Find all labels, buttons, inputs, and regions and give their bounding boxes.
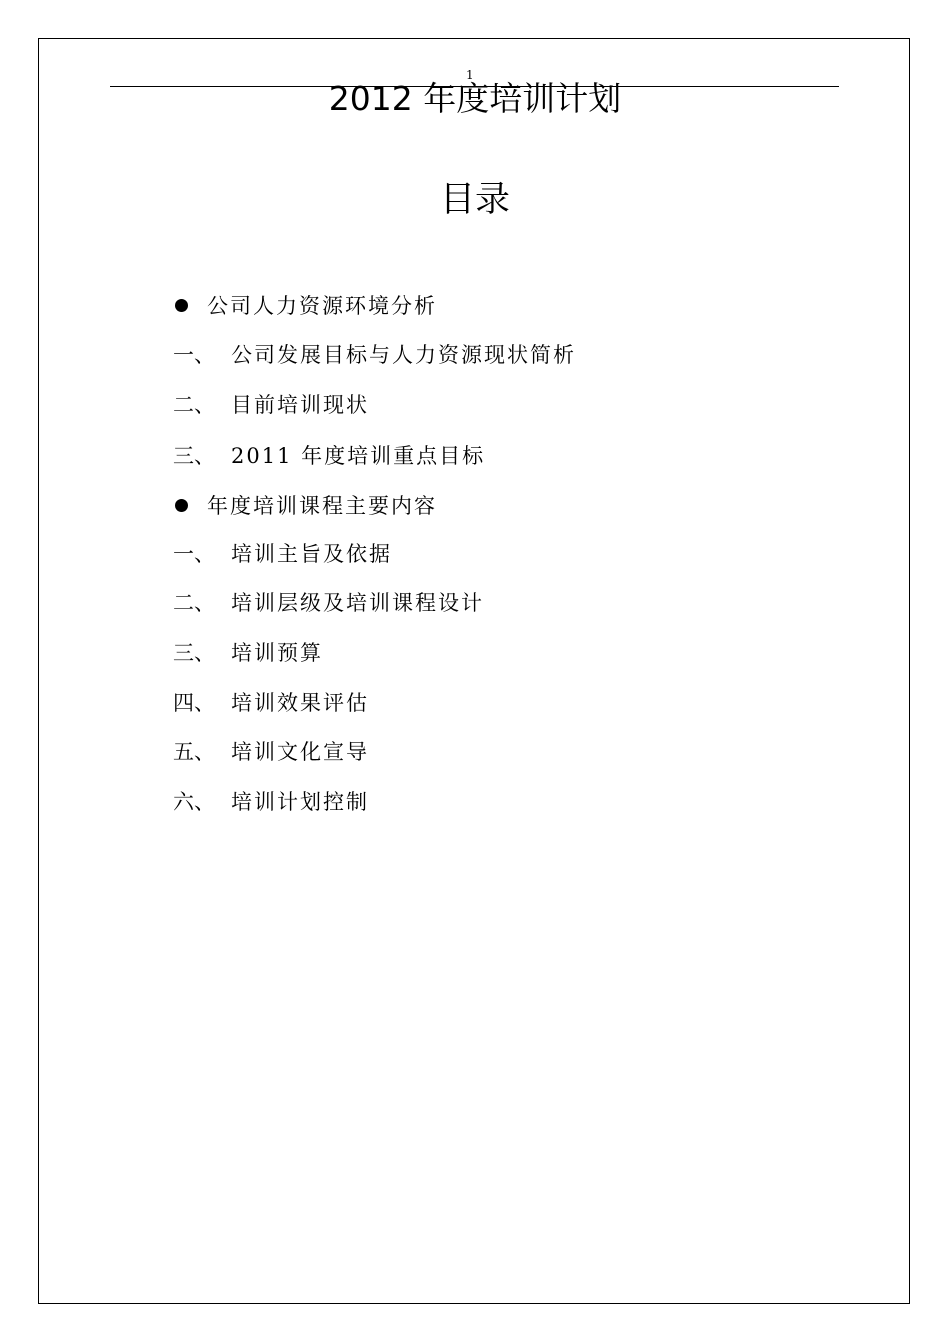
toc-item-text: 公司人力资源环境分析 bbox=[207, 294, 437, 318]
toc-item-number: 六、 bbox=[173, 790, 215, 814]
toc-item-effect-evaluation bbox=[173, 687, 369, 719]
toc-item-text: 培训文化宣导 bbox=[231, 740, 369, 764]
toc-item-text: 2011 年度培训重点目标 bbox=[231, 444, 486, 468]
toc-item-training-budget bbox=[173, 637, 323, 669]
toc-item-number: 一、 bbox=[173, 343, 215, 367]
toc-item-number: 二、 bbox=[173, 393, 215, 417]
toc-item-number: 二、 bbox=[173, 591, 215, 615]
toc-item-text: 培训预算 bbox=[231, 641, 323, 665]
toc-item-text: 公司发展目标与人力资源现状简析 bbox=[231, 343, 576, 367]
toc-item-number: 四、 bbox=[173, 691, 215, 715]
toc-heading: 目录 bbox=[439, 180, 510, 220]
toc-item-culture-promotion bbox=[173, 736, 369, 768]
toc-item-number: 三、 bbox=[173, 641, 215, 665]
toc-section-course-content bbox=[173, 490, 437, 522]
document-title: 2012 年度培训计划 bbox=[328, 79, 622, 118]
toc-item-text: 培训计划控制 bbox=[231, 790, 369, 814]
toc-item-number: 五、 bbox=[173, 740, 215, 764]
toc-item-current-training bbox=[173, 389, 369, 421]
toc-item-plan-control bbox=[173, 786, 369, 818]
toc-item-2011-key-goals bbox=[173, 440, 485, 472]
toc-item-text: 培训主旨及依据 bbox=[231, 542, 392, 566]
toc-item-training-purpose bbox=[173, 538, 392, 570]
toc-item-development-goals bbox=[173, 339, 576, 371]
toc-item-number: 三、 bbox=[173, 444, 215, 468]
header-page-mark: 1 bbox=[466, 68, 474, 82]
bullet-icon bbox=[175, 499, 188, 512]
bullet-icon bbox=[175, 299, 188, 312]
toc-item-text: 培训层级及培训课程设计 bbox=[231, 591, 484, 615]
toc-item-training-levels bbox=[173, 587, 484, 619]
page-border bbox=[38, 38, 910, 1304]
toc-section-environment-analysis bbox=[173, 290, 437, 322]
toc-item-text: 目前培训现状 bbox=[231, 393, 369, 417]
toc-item-number: 一、 bbox=[173, 542, 215, 566]
toc-item-text: 年度培训课程主要内容 bbox=[207, 494, 437, 518]
toc-item-text: 培训效果评估 bbox=[231, 691, 369, 715]
